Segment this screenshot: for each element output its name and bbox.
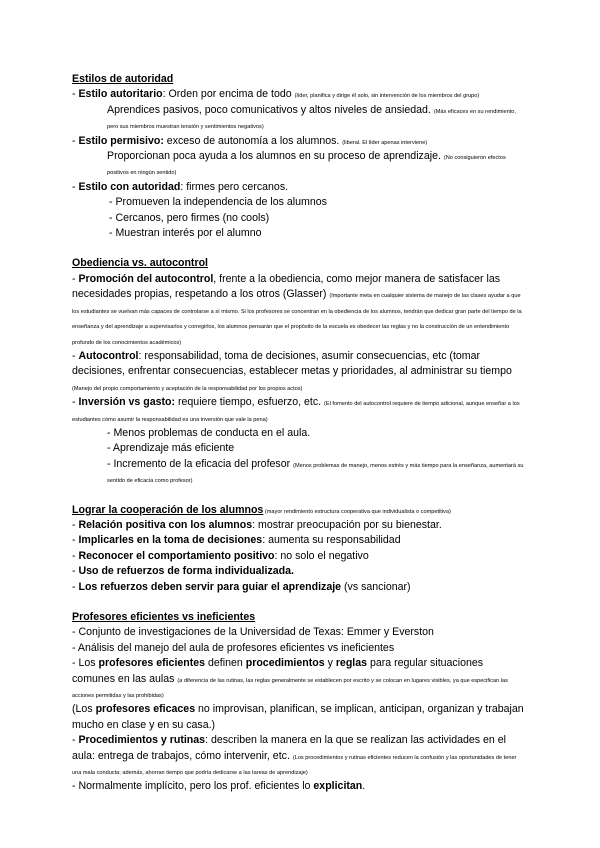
list-item: - Análisis del manejo del aula de profesores eficientes vs ineficientes (72, 641, 395, 654)
sub-item: - Aprendizaje más eficiente (107, 442, 235, 455)
item-implicarles: - Implicarles en la toma de decisiones: aumenta su responsabilidad (72, 534, 401, 547)
sub-item: - Promueven la independencia de los alumnos (109, 196, 327, 209)
item-autoritario-detail: Aprendices pasivos, poco comunicativos y altos niveles de ansiedad. (Más eficaces en su rendimiento, pero sus miembros muestran tensión y sentimientos negativos) (107, 103, 516, 131)
item-reconocer: - Reconocer el comportamiento positivo: no solo el negativo (72, 549, 369, 562)
heading-obediencia-autocontrol: Obediencia vs. autocontrol (72, 257, 208, 270)
item-uso-refuerzos: - Uso de refuerzos de forma individualizada. (72, 565, 294, 578)
item-estilo-autoritario: - Estilo autoritario: Orden por encima de todo (líder, planifica y dirige él solo, sin intervención de los miembros del grupo) (72, 88, 480, 101)
item-inversion-gasto: - Inversión vs gasto: requiere tiempo, esfuerzo, etc. (El fomento del autocontrol requiere de tiempo adicional, aunque enseñar a los estudiantes cómo asumir la responsabilidad es una inversión que vale la pena) (72, 396, 520, 423)
heading-estilos-autoridad: Estilos de autoridad (72, 73, 174, 85)
item-estilo-permisivo: - Estilo permisivo: exceso de autonomía a los alumnos. (liberal. El líder apenas interviene) (72, 134, 428, 147)
heading-cooperacion: Lograr la cooperación de los alumnos (mayor rendimiento estructura cooperativa que individualista o competitiva) (72, 503, 451, 516)
item-promocion-autocontrol: - Promoción del autocontrol, frente a la obediencia, como mejor manera de satisfacer las necesidades propias, respetando a los otros (Glasser) (Importante meta en cualquier sistema de manejo de las clases ayudar a que los estudiantes se vuelvan más capaces de controlarse a sí mismo. Si los profesores se concentran en la obediencia de los alumnos, tendrán que dedicar gran parte del tiempo de la enseñanza y del aprendizaje a supervisarlos y corregirlos, los alumnos pensarán que el propósito de la escuela es obedecer las reglas y no la construcción de un entendimiento profundo de los conocimientos académicos) (72, 272, 522, 346)
heading-profesores-eficientes: Profesores eficientes vs ineficientes (72, 611, 256, 623)
sub-item: - Muestran interés por el alumno (109, 227, 262, 240)
item-estilo-con-autoridad: - Estilo con autoridad: firmes pero cercanos. (72, 180, 289, 193)
item-permisivo-detail: Proporcionan poca ayuda a los alumnos en su proceso de aprendizaje. (No consiguieron efectos positivos en ningún sentido) (107, 150, 506, 177)
list-item: - Conjunto de investigaciones de la Universidad de Texas: Emmer y Everston (72, 626, 434, 639)
item-autocontrol: - Autocontrol: responsabilidad, toma de decisiones, asumir consecuencias, etc (tomar decisiones, enfrentar consecuencias, establecer metas y prioridades, al administrar su tiempo (Manejo del propio comportamiento y aceptación de la responsabilidad por los propios actos) (72, 349, 512, 392)
item-relacion-positiva: - Relación positiva con los alumnos: mostrar preocupación por su bienestar. (72, 518, 442, 531)
sub-item: - Menos problemas de conducta en el aula. (107, 426, 311, 439)
item-profesores-eficaces: (Los profesores eficaces no improvisan, planifican, se implican, anticipan, organizan y trabajan mucho en clase y en su casa.) (72, 703, 524, 731)
sub-item: - Incremento de la eficacia del profesor (Menos problemas de manejo, menos estrés y más tiempo para la enseñanza, aumentará su sentido de eficacia como profesor) (107, 457, 524, 485)
item-profesores-eficientes: - Los profesores eficientes definen procedimientos y reglas para regular situaciones comunes en las aulas (a diferencia de las rutinas, las reglas generalmente se establecen por escrito y se colocan en lugares visibles, ya que especifican las acciones permitidas y las prohibidas) (72, 657, 508, 700)
item-refuerzos-guiar: - Los refuerzos deben servir para guiar el aprendizaje (vs sancionar) (72, 580, 411, 593)
item-procedimientos-rutinas: - Procedimientos y rutinas: describen la manera en la que se realizan las actividades en el aula: entrega de trabajos, cómo intervenir, etc. (Los procedimientos y rutinas eficientes reducen la confusión y las oportunidades de tener una mala conducta; además, ahorran tiempo que podría dedicarse a las tareas de aprendizaje) (72, 734, 517, 777)
document-page (72, 72, 524, 795)
item-normalmente-implicito: - Normalmente implícito, pero los prof. eficientes lo explicitan. (72, 780, 366, 793)
sub-item: - Cercanos, pero firmes (no cools) (109, 211, 270, 224)
